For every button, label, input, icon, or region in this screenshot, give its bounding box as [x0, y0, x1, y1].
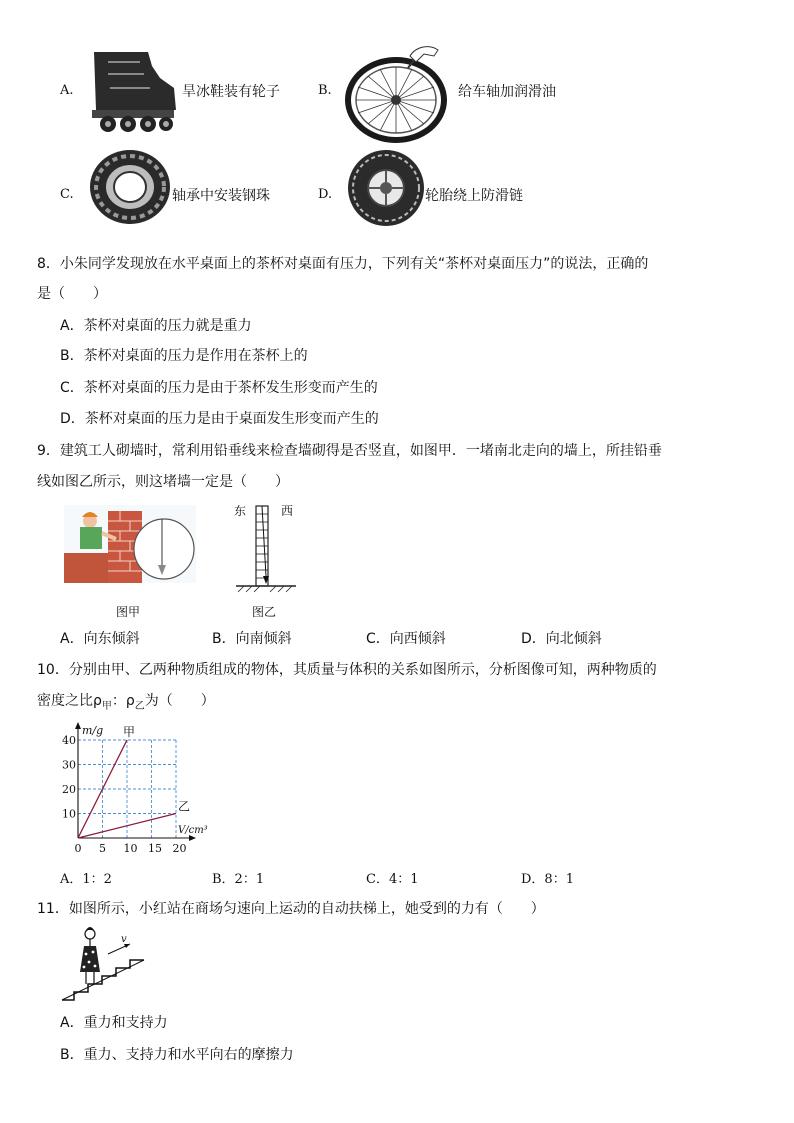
density-rho-a: 密度之比ρ [37, 693, 102, 709]
question-text: 10．分别由甲、乙两种物质组成的物体，其质量与体积的关系如图所示，分析图像可知，两种物质的 [37, 662, 657, 678]
y-tick-label: 40 [62, 734, 76, 747]
option-d: D．8：1 [521, 872, 574, 887]
x-tick-label: 10 [123, 842, 138, 855]
y-tick-label: 30 [62, 758, 76, 772]
subscript-a: 甲 [101, 700, 112, 712]
question-text: 9．建筑工人砌墙时，常利用铅垂线来检查墙砌得是否竖直，如图甲．一堵南北走向的墙上，所挂铅垂 [37, 443, 662, 459]
option-letter: B. [318, 83, 332, 98]
x-tick-label: 20 [172, 842, 187, 855]
option-text: 轴承中安装钢珠 [172, 188, 270, 204]
option-c: C．茶杯对桌面的压力是由于茶杯发生形变而产生的 [60, 380, 378, 396]
roller-skate-image [88, 48, 178, 134]
east-label: 东 [234, 504, 247, 518]
option-d: D．茶杯对桌面的压力是由于桌面发生形变而产生的 [60, 411, 379, 427]
option-d: D．向北倾斜 [521, 631, 602, 647]
option-letter: C. [60, 187, 74, 202]
option-letter: A. [60, 83, 74, 98]
escalator-girl-image [60, 924, 150, 1004]
bicycle-wheel-image [344, 42, 452, 142]
x-tick-label: 15 [148, 842, 162, 855]
x-tick-label: 5 [99, 842, 106, 855]
option-b: B．2：1 [212, 872, 265, 887]
option-b: B．向南倾斜 [212, 631, 292, 647]
subscript-b: 乙 [134, 700, 145, 712]
option-a: A．重力和支持力 [60, 1015, 168, 1031]
figure-b-caption: 图乙 [252, 605, 277, 619]
y-axis-arrow [75, 722, 81, 729]
question-text-cont [37, 690, 215, 712]
worker-plumb-line-image [64, 505, 196, 583]
question-bracket: 为（ ） [144, 693, 215, 709]
snow-chain-tire-image [346, 148, 426, 228]
west-label: 西 [281, 504, 294, 518]
question-text-cont: 是（ ） [37, 286, 107, 302]
figure-a-caption: 图甲 [116, 605, 141, 619]
option-text: 轮胎绕上防滑链 [425, 188, 523, 204]
option-b: B．重力、支持力和水平向右的摩擦力 [60, 1047, 294, 1063]
option-c: C．向西倾斜 [366, 631, 446, 647]
mass-volume-chart [50, 720, 230, 858]
velocity-label: v [121, 934, 127, 945]
series-label-1: 乙 [178, 799, 191, 814]
option-c: C．4：1 [366, 872, 419, 887]
tilted-wall-diagram [232, 500, 300, 594]
series-label-0: 甲 [123, 725, 136, 739]
y-tick-label: 20 [62, 783, 76, 796]
y-axis-title: m/g [82, 724, 104, 737]
option-a: A．1：2 [60, 872, 112, 887]
ball-bearing-image [88, 148, 172, 226]
option-b: B．茶杯对桌面的压力是作用在茶杯上的 [60, 348, 308, 364]
x-axis-title: V/cm³ [178, 825, 208, 836]
option-text: 给车轴加润滑油 [458, 84, 556, 100]
y-tick-label: 10 [62, 807, 76, 821]
option-letter: D. [318, 187, 333, 202]
question-text: 8．小朱同学发现放在水平桌面上的茶杯对桌面有压力，下列有关“茶杯对桌面压力”的说法，正确的 [37, 256, 649, 272]
option-a: A．茶杯对桌面的压力就是重力 [60, 318, 252, 334]
density-rho-b: ：ρ [111, 693, 135, 709]
question-text-cont: 线如图乙所示，则这堵墙一定是（ ） [37, 474, 289, 490]
question-text: 11．如图所示，小红站在商场匀速向上运动的自动扶梯上，她受到的力有（ ） [37, 901, 545, 917]
x-tick-label: 0 [74, 842, 82, 855]
option-text: 旱冰鞋装有轮子 [182, 84, 280, 100]
option-a: A．向东倾斜 [60, 631, 140, 647]
